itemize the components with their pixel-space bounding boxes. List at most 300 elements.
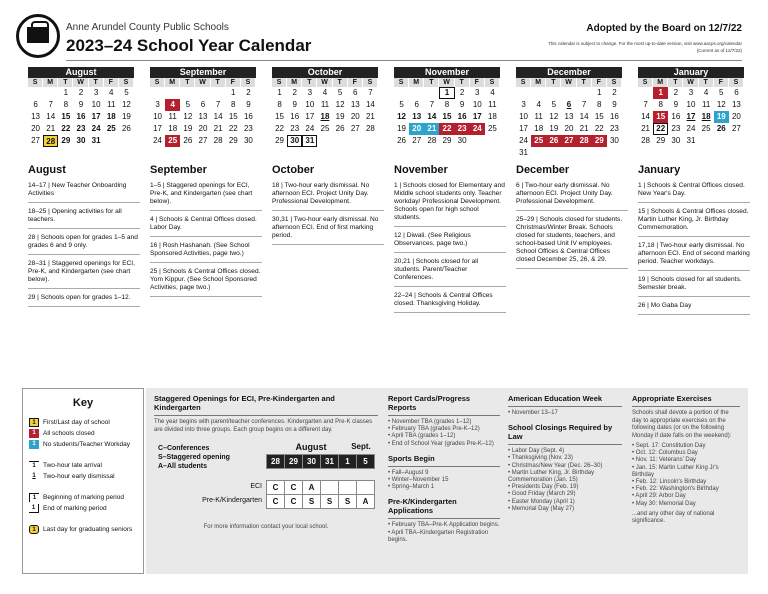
day-cell: 6 xyxy=(414,100,419,109)
list-item: • Presidents Day (Feb. 19) xyxy=(508,484,579,491)
key-label: Beginning of marking period xyxy=(43,494,124,501)
day-cell: 29 xyxy=(592,135,607,147)
staggered-cell: C xyxy=(285,481,303,495)
list-item: • Nov. 11: Veterans' Day xyxy=(632,457,697,464)
day-cell: 20 xyxy=(731,112,741,121)
day-cell: 23 xyxy=(243,124,253,133)
weekday-label: T xyxy=(333,78,348,87)
key-title: Key xyxy=(72,397,94,409)
staggered-legend: S–Staggered opening xyxy=(158,454,230,461)
list-item: • Feb. 12: Lincoln's Birthday xyxy=(632,479,707,486)
day-cell: 2 xyxy=(292,88,297,97)
day-cell: 2 xyxy=(246,88,251,97)
month-name: August xyxy=(28,67,134,78)
weekday-label: F xyxy=(226,78,241,87)
weekday-label: T xyxy=(302,78,317,87)
day-cell: 6 xyxy=(33,100,38,109)
event-item: 29 | Schools open for grades 1–12. xyxy=(28,292,140,307)
day-cell xyxy=(195,87,210,99)
day-cell: 16 xyxy=(290,112,300,121)
weekday-label: T xyxy=(180,78,195,87)
day-cell: 13 xyxy=(564,112,574,121)
day-cell: 2 xyxy=(459,88,465,97)
day-cell: 23 xyxy=(76,124,86,133)
list-item: • Spring–March 1 xyxy=(388,484,435,491)
weekday-label: F xyxy=(348,78,363,87)
day-cell: 29 xyxy=(228,136,238,145)
weekday-label: F xyxy=(104,78,119,87)
day-cell: 27 xyxy=(350,124,360,133)
day-cell: 17 xyxy=(153,124,163,133)
day-cell: 16 xyxy=(671,112,681,121)
weekday-label: T xyxy=(546,78,561,87)
day-cell: 24 xyxy=(91,124,101,133)
day-cell: 31 xyxy=(91,136,101,145)
day-cell: 18 xyxy=(487,112,497,121)
month-calendar xyxy=(150,67,256,147)
day-cell: 31 xyxy=(302,135,317,147)
day-cell xyxy=(150,87,165,99)
event-item: 26 | Mo Gaba Day xyxy=(638,300,750,315)
title-rule xyxy=(66,60,742,61)
day-cell: 6 xyxy=(566,100,572,109)
list-item: • May 30: Memorial Day xyxy=(632,500,696,507)
day-cell: 28 xyxy=(577,135,592,147)
day-cell: 19 xyxy=(121,112,131,121)
event-item: 17,18 | Two-hour early dismissal. No afternoon ECI. End of second marking period. Teacher workdays. xyxy=(638,240,750,271)
day-cell: 31 xyxy=(519,148,529,157)
day-cell: 8 xyxy=(231,100,236,109)
day-cell xyxy=(516,87,531,99)
current-as-of: (Current as of 12/7/22) xyxy=(696,48,742,53)
list-item: • Good Friday (March 29) xyxy=(508,491,576,498)
day-cell: 5 xyxy=(399,100,404,109)
key-item: 1 No students/Teacher Workday xyxy=(29,439,143,450)
day-cell: 20 xyxy=(350,112,360,121)
day-cell: 5 xyxy=(185,100,191,109)
month-name: October xyxy=(272,67,378,78)
day-cell: 25 xyxy=(165,135,180,147)
weekday-row xyxy=(150,78,256,87)
day-cell: 21 xyxy=(46,124,56,133)
day-cell: 25 xyxy=(106,124,116,133)
day-cell: 2 xyxy=(612,88,617,97)
sports-list xyxy=(388,470,500,492)
day-cell: 20 xyxy=(564,124,574,133)
day-cell xyxy=(546,87,561,99)
day-cell: 11 xyxy=(701,100,711,109)
list-item: • April TBA (grades 1–12) xyxy=(388,433,456,440)
month-name: January xyxy=(638,67,744,78)
list-item: • November 13–17 xyxy=(508,410,558,416)
day-cell: 13 xyxy=(731,100,741,109)
day-cell: 23 xyxy=(671,124,681,133)
day-cell: 12 xyxy=(716,100,726,109)
date-header-cell: 31 xyxy=(321,455,339,469)
day-grid xyxy=(516,87,622,159)
day-grid xyxy=(28,87,134,147)
day-cell: 25 xyxy=(320,124,330,133)
aug-header: August xyxy=(295,442,327,452)
report-title: Report Cards/Progress Reports xyxy=(388,394,500,416)
day-cell: 7 xyxy=(429,100,435,109)
day-cell: 21 xyxy=(641,124,651,133)
day-cell: 8 xyxy=(658,100,663,109)
day-cell: 8 xyxy=(597,100,602,109)
day-cell: 15 xyxy=(442,112,452,121)
day-cell: 7 xyxy=(643,100,648,109)
weekday-label: T xyxy=(699,78,714,87)
day-cell: 29 xyxy=(61,136,71,145)
day-cell: 5 xyxy=(551,100,557,109)
event-item: 1 | Schools & Central Offices closed. New Year's Day. xyxy=(638,180,750,203)
exercises-title: Appropriate Exercises xyxy=(632,394,740,407)
day-cell: 18 xyxy=(168,124,178,133)
day-cell: 1 xyxy=(231,88,236,97)
staggered-cell: C xyxy=(267,495,285,509)
day-cell: 27 xyxy=(412,136,422,145)
weekday-label: W xyxy=(195,78,210,87)
day-cell: 29 xyxy=(442,136,452,145)
aew-list xyxy=(508,410,622,417)
key-item: 1 Last day for graduating seniors xyxy=(29,524,143,535)
row-label-prek: Pre-K/Kindergarten xyxy=(202,497,262,504)
day-cell: 1 xyxy=(653,87,668,99)
staggered-cell: C xyxy=(267,481,285,495)
event-item: 1–5 | Staggered openings for ECI, Pre-K, and Kindergarten (see chart below). xyxy=(150,180,262,211)
staggered-cell xyxy=(321,481,339,495)
day-cell: 15 xyxy=(61,112,71,121)
month-calendar xyxy=(516,67,622,159)
day-cell xyxy=(531,87,546,99)
events-month-title: December xyxy=(516,164,570,176)
exercises-section xyxy=(632,394,740,526)
weekday-label: T xyxy=(89,78,104,87)
day-cell: 28 xyxy=(641,136,651,145)
day-cell: 13 xyxy=(412,112,422,121)
list-item: • Christmas/New Year (Dec. 26–30) xyxy=(508,462,603,469)
weekday-label: W xyxy=(439,78,454,87)
day-cell: 9 xyxy=(459,100,465,109)
day-cell: 4 xyxy=(490,88,495,97)
day-cell xyxy=(317,135,332,147)
weekday-label: S xyxy=(150,78,165,87)
day-cell: 20 xyxy=(31,124,41,133)
day-cell: 4 xyxy=(322,88,328,97)
list-item: • February TBA–Pre-K Application begins. xyxy=(388,522,500,529)
event-item: 22–24 | Schools & Central Offices closed. Thanksgiving Holiday. xyxy=(394,290,506,313)
day-cell: 7 xyxy=(581,100,587,109)
day-cell: 28 xyxy=(213,136,223,145)
weekday-label: S xyxy=(638,78,653,87)
day-cell: 31 xyxy=(686,136,696,145)
day-cell: 7 xyxy=(48,100,53,109)
weekday-label: W xyxy=(317,78,332,87)
day-cell xyxy=(638,87,653,99)
weekday-label: M xyxy=(653,78,668,87)
weekday-label: T xyxy=(211,78,226,87)
events-column xyxy=(638,164,750,318)
day-cell: 18 xyxy=(106,112,116,121)
day-cell: 10 xyxy=(153,112,163,121)
staggered-cell: A xyxy=(357,495,375,509)
list-item: • Thanksgiving (Nov. 23) xyxy=(508,455,573,462)
day-cell: 17 xyxy=(91,112,101,121)
day-cell: 12 xyxy=(397,112,407,121)
weekday-label: S xyxy=(241,78,256,87)
event-item: 1 | Schools closed for Elementary and Middle school students only. Teacher workday/ Professional Development. Schools open for high school students. xyxy=(394,180,506,227)
day-cell: 10 xyxy=(519,112,529,121)
aew-title: American Education Week xyxy=(508,394,622,407)
day-cell: 13 xyxy=(198,112,208,121)
staggered-footer: For more information contact your local school. xyxy=(203,524,329,530)
weekday-label: S xyxy=(394,78,409,87)
weekday-label: F xyxy=(592,78,607,87)
day-cell: 16 xyxy=(457,112,467,121)
day-cell: 15 xyxy=(228,112,238,121)
day-cell: 30 xyxy=(287,135,302,147)
day-cell: 14 xyxy=(641,112,651,121)
event-item: 16 | Rosh Hashanah. (See School Sponsored Activities, page two.) xyxy=(150,240,262,263)
calendar-note: This calendar is subject to change. For the most up-to-date version, visit www.aacps.org/calendar xyxy=(548,41,742,46)
day-cell: 3 xyxy=(155,100,160,109)
report-section xyxy=(388,394,500,544)
weekday-label: S xyxy=(363,78,378,87)
date-header-cell: 30 xyxy=(303,455,321,469)
org-name: Anne Arundel County Public Schools xyxy=(66,22,229,33)
day-cell: 30 xyxy=(76,136,86,145)
sports-title: Sports Begin xyxy=(388,454,500,467)
event-item: 15 | Schools & Central Offices closed. Martin Luther King, Jr. Birthday Commemoration. xyxy=(638,206,750,237)
day-cell xyxy=(577,87,592,99)
day-cell: 11 xyxy=(107,100,116,109)
date-header-cell: 29 xyxy=(285,455,303,469)
key-label: Two-hour late arrival xyxy=(43,462,102,469)
day-cell: 26 xyxy=(397,136,407,145)
staggered-cell xyxy=(357,481,375,495)
weekday-label: M xyxy=(409,78,424,87)
staggered-cell: C xyxy=(285,495,303,509)
staggered-desc: The year begins with parent/teacher conferences. Kindergarten and Pre-K classes are divided into three groups. Each group begins on a different day. xyxy=(154,419,373,433)
weekday-row xyxy=(516,78,622,87)
staggered-cell xyxy=(339,481,357,495)
day-cell: 30 xyxy=(457,136,467,145)
prek-title: Pre-K/Kindergarten Applications xyxy=(388,497,500,519)
day-cell: 3 xyxy=(688,88,694,97)
event-item: 20,21 | Schools closed for all students. Parent/Teacher Conferences. xyxy=(394,256,506,287)
day-cell: 14 xyxy=(213,112,223,121)
day-cell: 22 xyxy=(275,124,285,133)
event-item: 6 | Two-hour early dismissal. No afternoon ECI. Project Unity Day. Professional Development. xyxy=(516,180,628,211)
day-cell xyxy=(394,87,409,99)
day-cell xyxy=(363,135,378,147)
day-cell: 23 xyxy=(609,124,619,133)
day-cell: 6 xyxy=(200,100,206,109)
staggered-table xyxy=(266,454,375,509)
events-column xyxy=(28,164,140,310)
day-cell: 2 xyxy=(78,88,84,97)
day-cell: 24 xyxy=(305,124,315,133)
list-item: • Feb. 22: Washington's Birthday xyxy=(632,486,719,493)
weekday-label: S xyxy=(729,78,744,87)
weekday-row xyxy=(28,78,134,87)
weekday-label: M xyxy=(287,78,302,87)
day-cell: 13 xyxy=(350,100,360,109)
prek-list xyxy=(388,522,500,544)
day-cell: 5 xyxy=(719,88,724,97)
day-cell xyxy=(424,87,439,99)
key-box xyxy=(22,388,144,574)
day-cell: 25 xyxy=(487,124,497,133)
day-cell: 4 xyxy=(536,100,541,109)
day-cell: 5 xyxy=(124,88,129,97)
event-item: 28–31 | Staggered openings for ECI, Pre-K, and Kindergarten (see chart below). xyxy=(28,258,140,289)
staggered-cell: A xyxy=(303,481,321,495)
list-item: • Martin Luther King, Jr. Birthday Commemoration (Jan. 15) xyxy=(508,469,595,484)
day-cell: 18 xyxy=(701,112,711,121)
weekday-label: W xyxy=(683,78,698,87)
exercises-list xyxy=(632,443,740,508)
weekday-label: M xyxy=(165,78,180,87)
day-cell xyxy=(211,87,226,99)
day-cell: 29 xyxy=(275,136,285,145)
day-cell: 4 xyxy=(165,99,180,111)
bottom-panel xyxy=(22,388,748,578)
day-cell: 8 xyxy=(63,100,69,109)
list-item: • Jan. 15: Martin Luther King Jr's Birthday xyxy=(632,464,719,478)
weekday-label: S xyxy=(516,78,531,87)
aew-section xyxy=(508,394,622,513)
day-cell: 16 xyxy=(76,112,86,121)
list-item: • End of School Year (grades Pre-K–12) xyxy=(388,440,494,447)
key-item: 1 Two-hour late arrival xyxy=(29,460,143,471)
key-item: 1 All schools closed xyxy=(29,428,143,439)
weekday-label: T xyxy=(455,78,470,87)
day-cell: 18 xyxy=(534,124,544,133)
day-cell: 1 xyxy=(439,87,454,99)
key-label: No students/Teacher Workday xyxy=(43,441,130,448)
weekday-label: S xyxy=(119,78,134,87)
list-item: • April TBA–Kindergarten Registration begins. xyxy=(388,529,489,543)
weekday-label: S xyxy=(272,78,287,87)
date-header-cell: 1 xyxy=(339,455,357,469)
key-label: Last day for graduating seniors xyxy=(43,526,133,533)
day-cell: 21 xyxy=(213,124,223,133)
event-item: 14–17 | New Teacher Onboarding Activities xyxy=(28,180,140,203)
day-cell: 17 xyxy=(519,124,529,133)
day-cell: 24 xyxy=(470,123,485,135)
day-cell: 19 xyxy=(183,124,193,133)
list-item: • Sept. 17: Constitution Day xyxy=(632,443,706,449)
adopted-date: Adopted by the Board on 12/7/22 xyxy=(586,23,742,34)
day-cell: 12 xyxy=(335,100,345,109)
staggered-cell: S xyxy=(321,495,339,509)
day-cell: 3 xyxy=(93,88,99,97)
day-cell: 6 xyxy=(353,88,358,97)
day-cell: 24 xyxy=(519,136,529,145)
day-grid xyxy=(150,87,256,147)
day-cell: 19 xyxy=(397,124,407,133)
day-cell: 7 xyxy=(215,100,221,109)
event-item: 4 | Schools & Central Offices closed. Labor Day. xyxy=(150,214,262,237)
closings-list xyxy=(508,448,622,513)
weekday-row xyxy=(272,78,378,87)
weekday-label: S xyxy=(485,78,500,87)
day-cell: 16 xyxy=(243,112,253,121)
day-cell xyxy=(333,135,348,147)
day-cell: 12 xyxy=(121,100,131,109)
day-cell: 17 xyxy=(686,112,696,121)
weekday-label: F xyxy=(470,78,485,87)
events-month-title: August xyxy=(28,164,66,176)
weekday-label: T xyxy=(58,78,73,87)
day-cell: 4 xyxy=(109,88,114,97)
day-cell: 26 xyxy=(335,124,345,133)
day-cell xyxy=(180,87,195,99)
day-cell xyxy=(104,135,119,147)
day-cell xyxy=(470,135,485,147)
day-cell: 22 xyxy=(653,123,668,135)
list-item: • November TBA (grades 1–12) xyxy=(388,419,472,425)
row-label-eci: ECI xyxy=(250,483,262,490)
day-cell: 7 xyxy=(368,88,373,97)
key-label: End of marking period xyxy=(43,505,107,512)
day-grid xyxy=(394,87,500,147)
staggered-cell: S xyxy=(303,495,321,509)
key-label: First/Last day of school xyxy=(43,419,110,426)
day-cell xyxy=(561,87,576,99)
day-cell: 8 xyxy=(444,100,450,109)
day-cell: 11 xyxy=(488,100,497,109)
weekday-label: S xyxy=(607,78,622,87)
day-cell: 30 xyxy=(609,136,619,145)
day-cell: 10 xyxy=(686,100,696,109)
list-item: • April 29: Arbor Day xyxy=(632,493,686,500)
day-cell: 21 xyxy=(579,124,589,133)
school-logo-icon xyxy=(16,14,60,58)
day-cell: 12 xyxy=(183,112,193,121)
day-cell: 27 xyxy=(198,136,208,145)
weekday-label: M xyxy=(43,78,58,87)
list-item: • February TBA (grades Pre-K–12) xyxy=(388,426,480,433)
day-cell xyxy=(28,87,43,99)
day-cell: 13 xyxy=(31,112,41,121)
day-cell xyxy=(485,135,500,147)
key-item: 1 First/Last day of school xyxy=(29,417,143,428)
day-cell: 21 xyxy=(365,112,375,121)
day-cell: 28 xyxy=(365,124,375,133)
weekday-label: T xyxy=(668,78,683,87)
day-cell: 6 xyxy=(734,88,739,97)
event-item: 18 | Two-hour early dismissal. No afternoon ECI. Project Unity Day. Professional Development. xyxy=(272,180,384,211)
weekday-row xyxy=(638,78,744,87)
event-item: 12 | Diwali. (See Religious Observances, page two.) xyxy=(394,230,506,253)
day-cell: 2 xyxy=(673,88,679,97)
month-calendars xyxy=(28,67,744,155)
key-label: All schools closed xyxy=(43,430,95,437)
day-grid xyxy=(638,87,744,147)
day-cell: 10 xyxy=(472,100,482,109)
day-cell: 1 xyxy=(63,88,69,97)
day-cell: 29 xyxy=(656,136,666,145)
day-cell: 12 xyxy=(549,112,559,121)
weekday-label: T xyxy=(424,78,439,87)
day-cell: 9 xyxy=(292,100,297,109)
day-cell xyxy=(714,135,729,147)
date-header-cell: 5 xyxy=(357,455,375,469)
month-name: December xyxy=(516,67,622,78)
day-cell: 10 xyxy=(91,100,101,109)
